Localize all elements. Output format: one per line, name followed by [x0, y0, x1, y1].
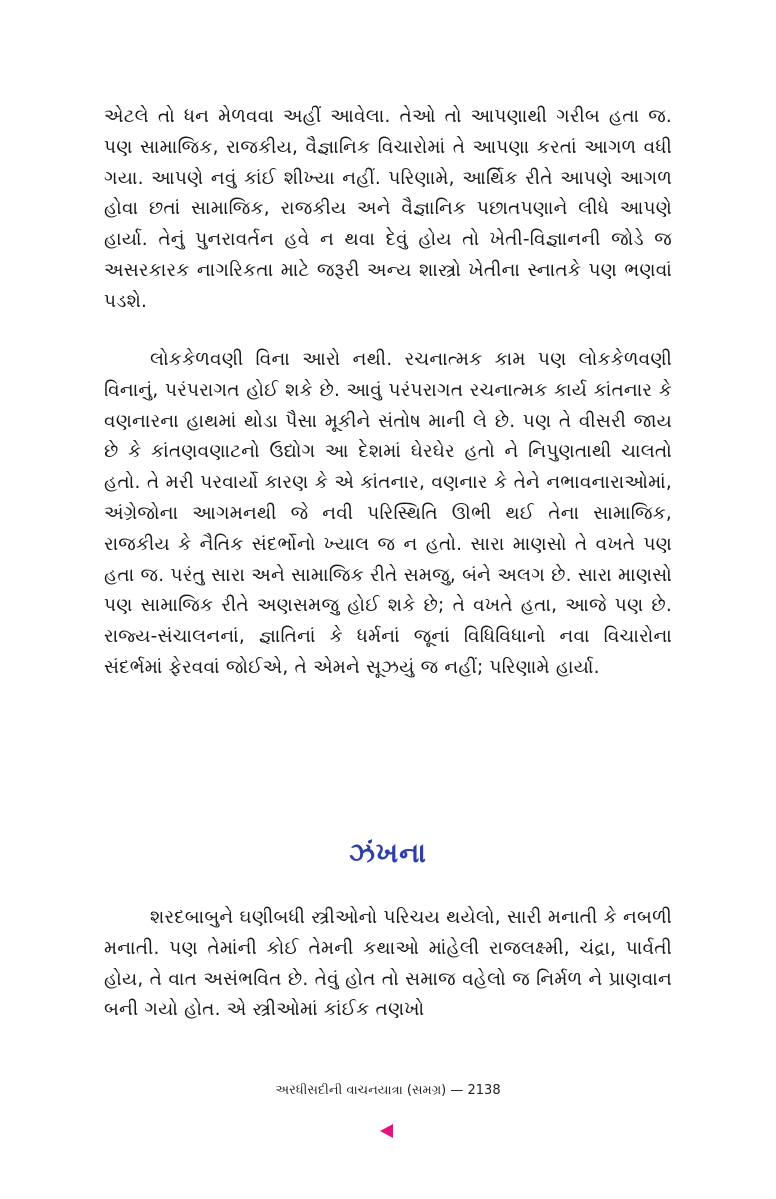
triangle-left-icon[interactable] [380, 1124, 393, 1138]
body-paragraph-1: એટલે તો ધન મેળવવા અહીં આવેલા. તેઓ તો આપણાથી ગરીબ હતા જ. પણ સામાજિક, રાજકીય, વૈજ્ઞાનિક વિચારોમાં તે આપણા કરતાં આગળ વધી ગયા. આપણે નવું કાંઈ શીખ્યા નહીં. પરિણામે, આર્થિક રીતે આપણે આગળ હોવા છતાં સામાજિક, રાજકીય અને વૈજ્ઞાનિક પછાતપણાને લીધે આપણે હાર્યા. તેનું પુનરાવર્તન હવે ન થવા દેવું હોય તો ખેતી-વિજ્ઞાનની જોડે જ અસરકારક નાગરિકતા માટે જરૂરી અન્ય શાસ્ત્રો ખેતીના સ્નાતકે પણ ભણવાં પડશે. [104, 106, 672, 312]
body-paragraph-3: શરદબાબુને ઘણીબધી સ્ત્રીઓનો પરિચય થયેલો, સારી મનાતી કે નબળી મનાતી. પણ તેમાંની કોઈ તેમની કથાઓ માંહેલી રાજલક્ષ્મી, ચંદ્રા, પાર્વતી હોય, તે વાત અસંભવિત છે. તેવું હોત તો સમાજ વહેલો જ નિર્મળ ને પ્રાણવાન બની ગયો હોત. એ સ્ત્રીઓમાં કાંઈક તણખો [104, 907, 672, 1021]
running-footer: અરધીસદીની વાચનયાત્રા (સમગ્ર) — 2138 [275, 1083, 501, 1098]
section-heading: ઝંખના [349, 838, 427, 869]
body-paragraph-2: લોકકેળવણી વિના આરો નથી. રચનાત્મક કામ પણ લોકકેળવણી વિનાનું, પરંપરાગત હોઈ શકે છે. આવું પરંપરાગત રચનાત્મક કાર્ય કાંતનાર કે વણનારના હાથમાં થોડા પૈસા મૂકીને સંતોષ માની લે છે. પણ તે વીસરી જાય છે કે કાંતણવણાટનો ઉદ્યોગ આ દેશમાં ઘેરઘેર હતો ને નિપુણતાથી ચાલતો હતો. તે મરી પરવાર્યો કારણ કે એ કાંતનાર, વણનાર કે તેને નભાવનારાઓમાં, અંગ્રેજોના આગમનથી જે નવી પરિસ્થિતિ ઊભી થઈ તેના સામાજિક, રાજકીય કે નૈતિક સંદર્ભોનો ખ્યાલ જ ન હતો. સારા માણસો તે વખતે પણ હતા જ. પરંતુ સારા અને સામાજિક રીતે સમજુ, બંને અલગ છે. સારા માણસો પણ સામાજિક રીતે અણસમજુ હોઈ શકે છે; તે વખતે હતા, આજે પણ છે. રાજ્ય-સંચાલનનાં, જ્ઞાતિનાં કે ધર્મનાં જૂનાં વિધિવિધાનો નવા વિચારોના સંદર્ભમાં ફેરવવાં જોઈએ, તે એમને સૂઝયું જ નહીં; પરિણામે હાર્યા. [104, 349, 672, 678]
